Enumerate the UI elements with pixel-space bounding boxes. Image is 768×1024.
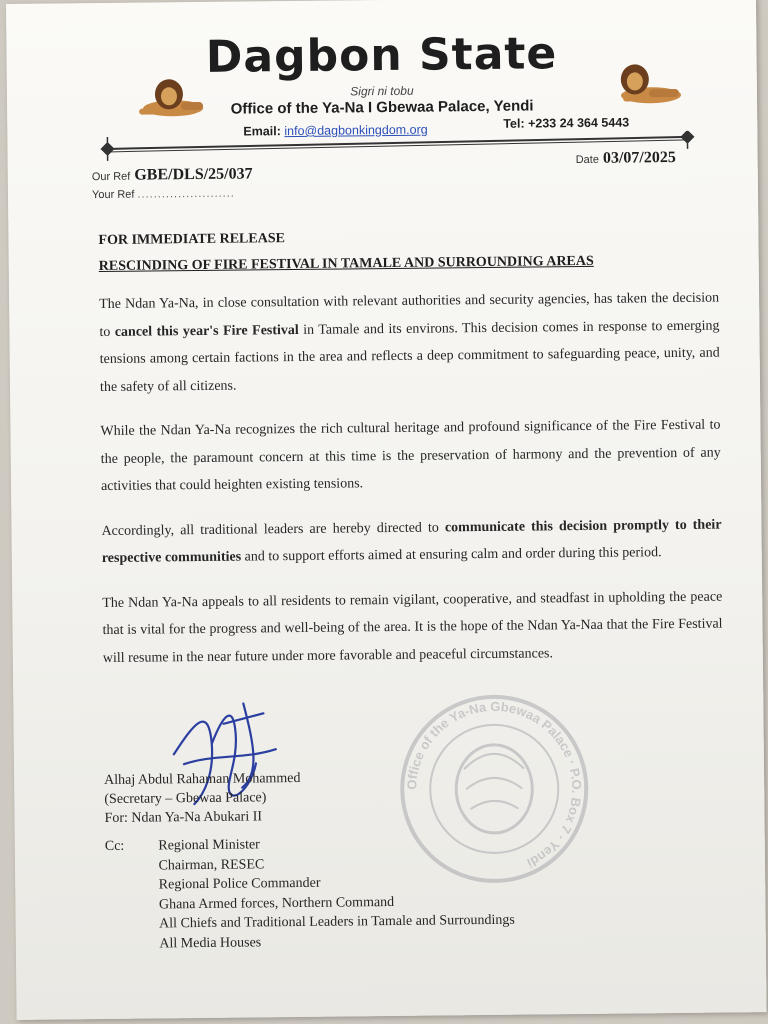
paragraph-4: The Ndan Ya-Na appeals to all residents to remain vigilant, cooperative, and steadfast in upholding the peace that is vital for the progress and well-being of the area. It is the hope of the Ndan Ya-Naa that the Fire Festival will resume in the near future under more favorable and peaceful circumstances. bbox=[102, 589, 723, 666]
paragraph-2: While the Ndan Ya-Na recognizes the rich cultural heritage and profound significance of the Fire Festival to the people, the paramount concern at this time is the preservation of harmony and the prevention of any activities that could heighten existing tensions. bbox=[100, 417, 721, 495]
cc-block bbox=[105, 833, 515, 954]
cc-recipient: All Chiefs and Traditional Leaders in Tamale and Surroundings bbox=[159, 912, 515, 932]
cc-recipient: Regional Police Commander bbox=[158, 875, 321, 893]
letter-body bbox=[99, 285, 723, 689]
your-ref-label: Your Ref bbox=[91, 188, 135, 202]
cc-list bbox=[158, 833, 515, 954]
your-ref-value: ........................ bbox=[137, 187, 235, 201]
seal-text: Office of the Ya-Na Gbewaa Palace · P.O. Box 7 · Yendi bbox=[404, 698, 585, 872]
date-value: 03/07/2025 bbox=[602, 148, 676, 167]
cc-recipient: All Media Houses bbox=[159, 934, 262, 951]
paragraph-emphasis: communicate this decision promptly to their respective communities bbox=[101, 517, 722, 567]
cc-recipient: Chairman, RESEC bbox=[158, 856, 265, 873]
paragraph-text: and to support efforts aimed at ensuring calm and order during this period. bbox=[241, 545, 662, 565]
paragraph-text: Accordingly, all traditional leaders are hereby directed to bbox=[101, 519, 445, 539]
release-heading: FOR IMMEDIATE RELEASE bbox=[98, 231, 285, 249]
our-ref-value: GBE/DLS/25/037 bbox=[134, 165, 253, 184]
paragraph-text: The Ndan Ya-Na, in close consultation with relevant authorities and security agencies, has taken the decision to bbox=[99, 290, 720, 340]
our-ref-label: Our Ref bbox=[91, 170, 131, 184]
email-label: Email: bbox=[243, 124, 281, 139]
paragraph-3 bbox=[101, 511, 722, 572]
signatory-for: For: Ndan Ya-Na Abukari II bbox=[104, 809, 263, 827]
signatory-block bbox=[104, 769, 301, 828]
signatory-role: (Secretary – Gbewaa Palace) bbox=[104, 790, 267, 808]
letterhead-motto: Sigri ni tobu bbox=[350, 83, 414, 99]
signatory-name: Alhaj Abdul Rahaman Mohammed bbox=[104, 770, 301, 789]
paragraph-text: in Tamale and its environs. This decision comes in response to emerging tensions among certain factions in the area and reflects a deep commitment to safeguarding peace, unity, and the safety of all citizens. bbox=[99, 318, 720, 395]
email-link[interactable]: info@dagbonkingdom.org bbox=[284, 122, 428, 139]
reference-block bbox=[92, 165, 253, 204]
cc-label: Cc: bbox=[104, 838, 125, 855]
letterhead-tel: Tel: +233 24 364 5443 bbox=[503, 115, 630, 131]
letterhead-office: Office of the Ya-Na I Gbewaa Palace, Yendi bbox=[230, 97, 534, 118]
subject-heading: RESCINDING OF FIRE FESTIVAL IN TAMALE AND SURROUNDING AREAS bbox=[98, 253, 594, 275]
paragraph-1 bbox=[99, 285, 720, 401]
cc-recipient: Regional Minister bbox=[158, 837, 260, 854]
date-label: Date bbox=[575, 153, 599, 167]
paragraph-emphasis: cancel this year's Fire Festival bbox=[114, 322, 299, 340]
cc-recipient: Ghana Armed forces, Northern Command bbox=[158, 894, 395, 912]
date-block bbox=[576, 149, 676, 168]
letterhead-title: Dagbon State bbox=[205, 28, 558, 83]
letter-sheet bbox=[6, 0, 767, 1020]
